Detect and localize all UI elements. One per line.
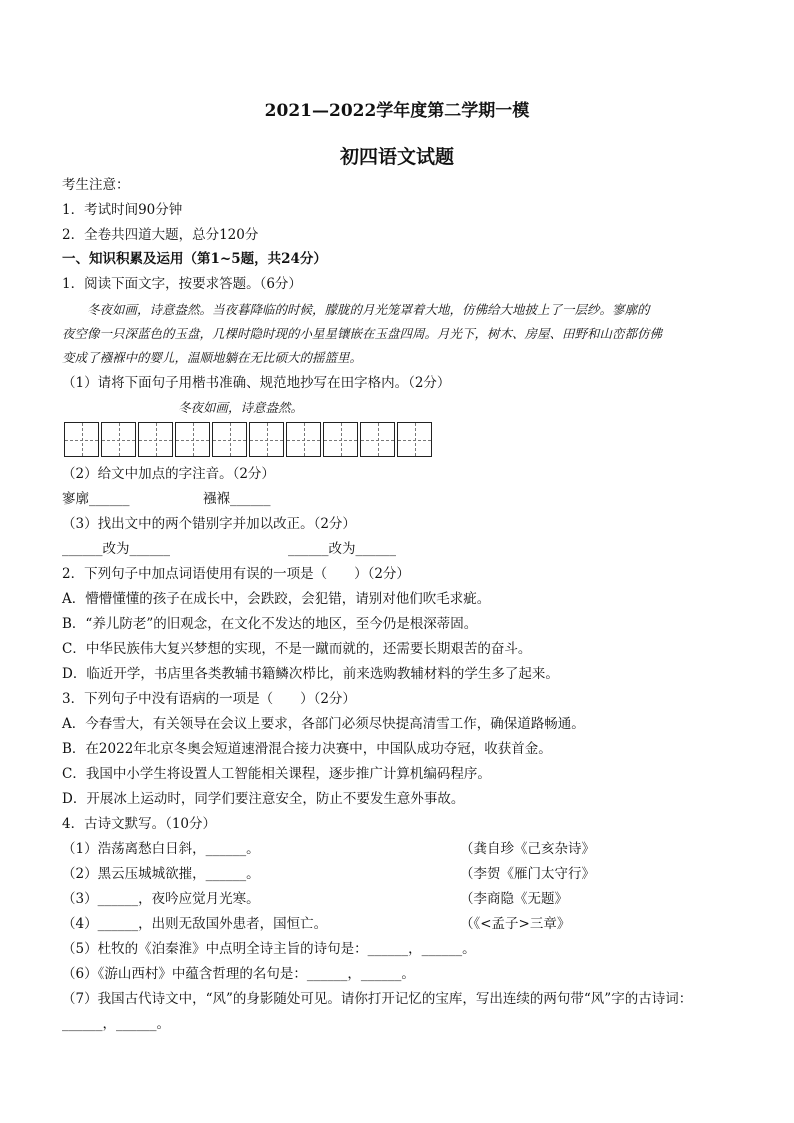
q4-line-2: （2）黑云压城城欲摧，______。 <box>62 866 260 882</box>
section-heading: 一、知识积累及运用（第1~5题，共24分） <box>62 251 327 267</box>
pinyin-blank-b[interactable]: 襁褓______ <box>203 491 271 507</box>
grid-cell[interactable] <box>175 422 210 457</box>
q4-line-7a: （7）我国古代诗文中，“风”的身影随处可见。请你打开记忆的宝库，写出连续的两句带“风”字的古诗词： <box>62 991 693 1007</box>
copy-text: 冬夜如画，诗意盎然。 <box>178 400 304 415</box>
grid-cell[interactable] <box>101 422 136 457</box>
fix-blank-b[interactable]: ______改为______ <box>288 541 396 557</box>
q2-option-c: C．中华民族伟大复兴梦想的实现，不是一蹴而就的，还需要长期艰苦的奋斗。 <box>62 641 532 657</box>
q1-sub3: （3）找出文中的两个错别字并加以改正。（2分） <box>62 516 356 532</box>
grid-cell[interactable] <box>397 422 432 457</box>
q3-stem: 3．下列句子中没有语病的一项是（ ）（2分） <box>62 691 356 707</box>
q4-source-2: （李贺《雁门太守行》 <box>460 866 595 882</box>
grid-cell[interactable] <box>360 422 395 457</box>
q4-line-5: （5）杜牧的《泊秦淮》中点明全诗主旨的诗句是：______，______。 <box>62 941 476 957</box>
notice-item-2: 2．全卷共四道大题，总分120分 <box>62 227 259 243</box>
q3-option-b: B．在2022年北京冬奥会短道速滑混合接力决赛中，中国队成功夺冠，收获首金。 <box>62 741 552 757</box>
exam-subtitle: 初四语文试题 <box>339 146 454 168</box>
q1-stem: 1．阅读下面文字，按要求答题。（6分） <box>62 276 302 292</box>
exam-title: 2021—2022学年度第二学期一模 <box>264 101 530 121</box>
grid-cell[interactable] <box>64 422 99 457</box>
q3-option-c: C．我国中小学生将设置人工智能相关课程，逐步推广计算机编码程序。 <box>62 766 491 782</box>
q2-option-a: A．懵懵懂懂的孩子在成长中，会跌跤，会犯错，请别对他们吹毛求疵。 <box>62 591 491 607</box>
q3-option-a: A．今春雪大，有关领导在会议上要求，各部门必须尽快提高清雪工作，确保道路畅通。 <box>62 716 585 732</box>
q4-line-3: （3）______，夜吟应觉月光寒。 <box>62 891 260 907</box>
q4-source-4: （《<孟子>三章》 <box>460 916 571 932</box>
grid-cell[interactable] <box>212 422 247 457</box>
q2-stem: 2．下列句子中加点词语使用有误的一项是（ ）（2分） <box>62 566 410 582</box>
q2-option-d: D．临近开学，书店里各类教辅书籍鳞次栉比，前来选购教辅材料的学生多了起来。 <box>62 666 559 682</box>
q4-line-7b: ______，______。 <box>62 1016 170 1032</box>
notice-label: 考生注意： <box>62 177 130 193</box>
q1-passage-line-3: 变成了襁褓中的婴儿，温顺地躺在无比硕大的摇篮里。 <box>62 350 363 365</box>
q1-passage-line-1: 冬夜如画，诗意盎然。当夜暮降临的时候，朦胧的月光笼罩着大地，仿佛给大地披上了一层纱。寥廓的 <box>87 302 650 317</box>
grid-cell[interactable] <box>323 422 358 457</box>
q1-passage-line-2: 夜空像一只深蓝色的玉盘，几棵时隐时现的小星星镶嵌在玉盘四周。月光下，树木、房屋、田野和山峦都仿佛 <box>62 326 663 341</box>
q4-source-1: （龚自珍《己亥杂诗》 <box>460 841 595 857</box>
fix-blank-a[interactable]: ______改为______ <box>62 541 170 557</box>
q4-line-1: （1）浩荡离愁白日斜，______。 <box>62 841 260 857</box>
tianzige-grid[interactable] <box>64 422 434 457</box>
q2-option-b: B．“养儿防老”的旧观念，在文化不发达的地区，至今仍是根深蒂固。 <box>62 616 478 632</box>
q1-sub2: （2）给文中加点的字注音。（2分） <box>62 466 275 482</box>
q3-option-d: D．开展冰上运动时，同学们要注意安全，防止不要发生意外事故。 <box>62 791 465 807</box>
grid-cell[interactable] <box>249 422 284 457</box>
q4-line-6: （6）《游山西村》中蕴含哲理的名句是：______，______。 <box>62 966 415 982</box>
grid-cell[interactable] <box>286 422 321 457</box>
pinyin-blank-a[interactable]: 寥廓______ <box>62 491 130 507</box>
notice-item-1: 1．考试时间90分钟 <box>62 202 183 218</box>
q1-sub1: （1）请将下面句子用楷书准确、规范地抄写在田字格内。（2分） <box>62 375 451 391</box>
q4-line-4: （4）______，出则无敌国外患者，国恒亡。 <box>62 916 328 932</box>
q4-stem: 4．古诗文默写。（10分） <box>62 816 217 832</box>
q4-source-3: （李商隐《无题》 <box>460 891 568 907</box>
grid-cell[interactable] <box>138 422 173 457</box>
